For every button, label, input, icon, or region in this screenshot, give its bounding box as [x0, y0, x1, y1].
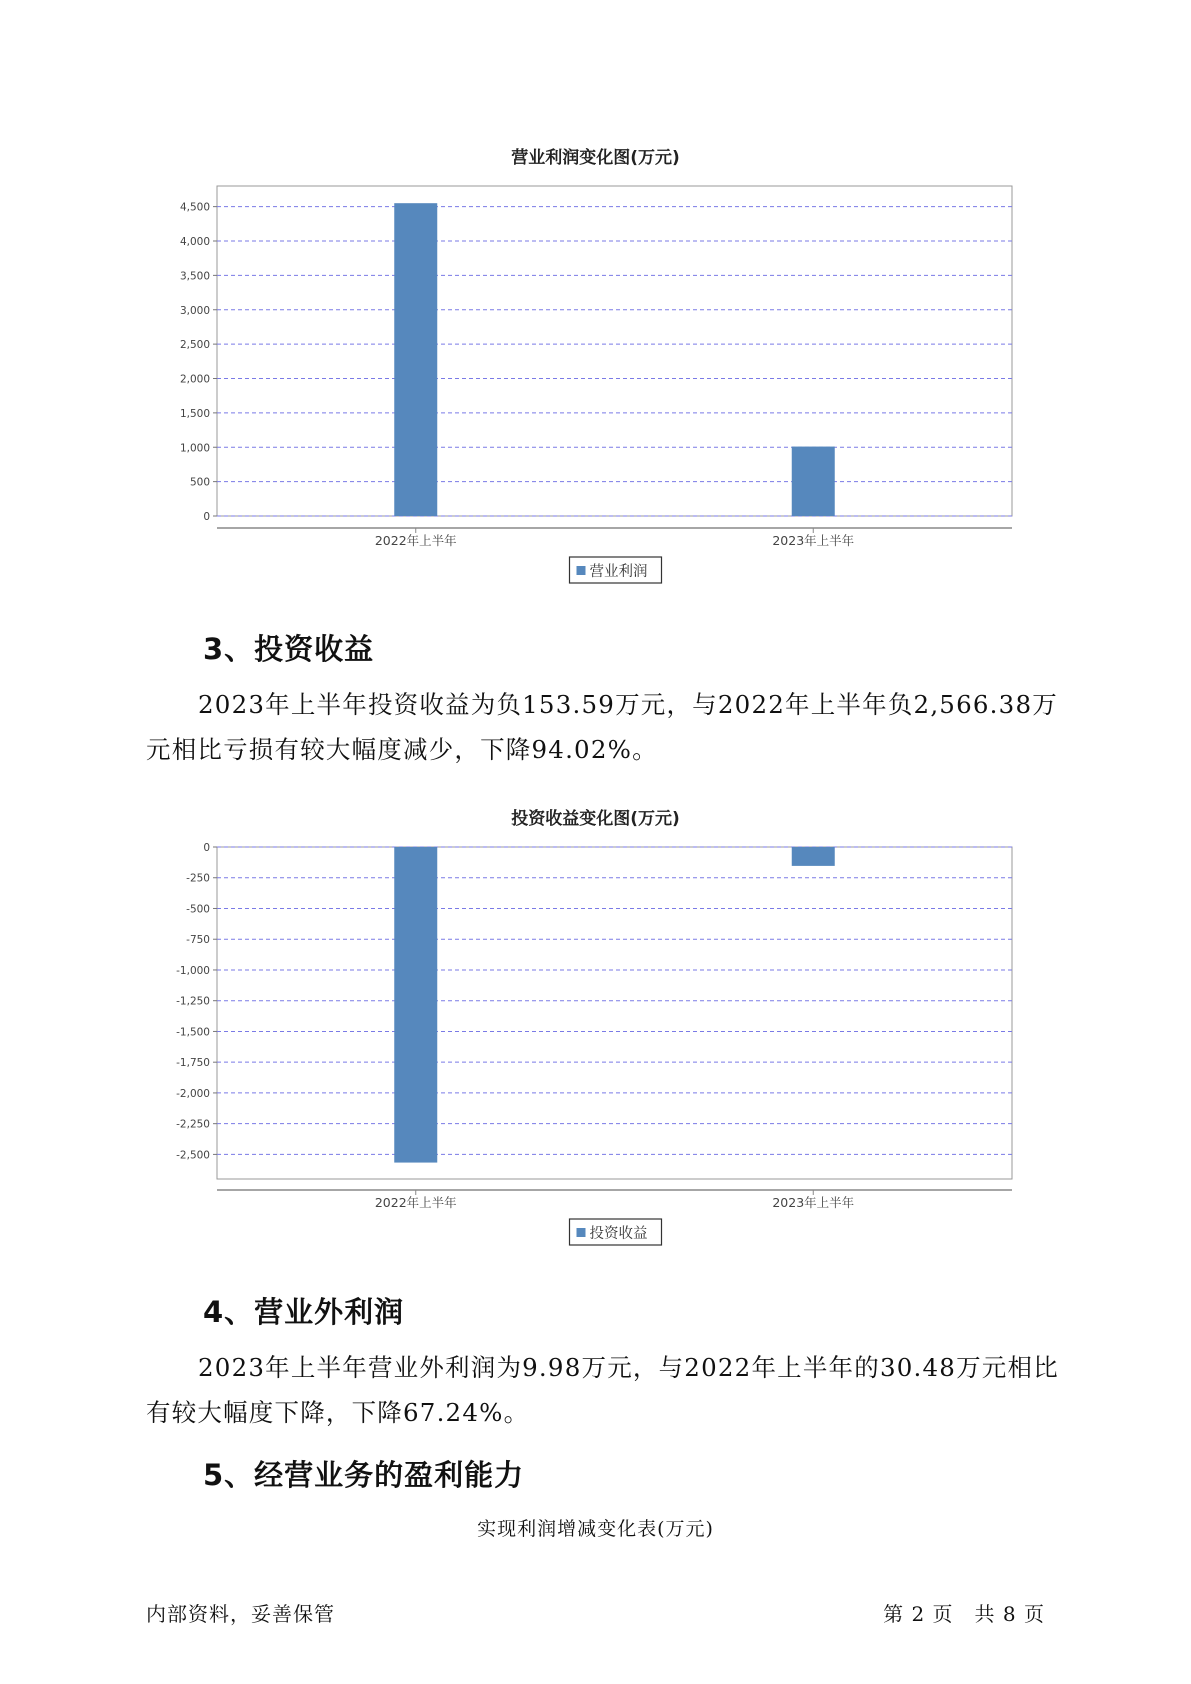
y-tick-label: 0 [203, 511, 210, 523]
y-tick-label: -2,500 [176, 1149, 210, 1162]
y-tick-label: 4,500 [179, 201, 210, 214]
y-tick-label: 1,500 [179, 407, 210, 420]
legend-swatch [577, 1228, 586, 1237]
footer-page-number: 第 2 页 共 8 页 [883, 1602, 1045, 1626]
legend-label: 投资收益 [589, 1226, 648, 1242]
y-tick-label: -1,500 [176, 1026, 210, 1039]
y-tick-label: 3,500 [179, 270, 210, 283]
y-tick-label: -1,750 [176, 1057, 210, 1070]
y-tick-label: -2,000 [176, 1087, 210, 1100]
y-tick-label: -250 [186, 872, 210, 885]
y-tick-label: 3,000 [179, 304, 210, 317]
plot-area [217, 847, 1012, 1179]
x-tick-label: 2023年上半年 [772, 1195, 855, 1210]
y-tick-label: -2,250 [176, 1118, 210, 1131]
section-3-paragraph: 2023年上半年投资收益为负153.59万元，与2022年上半年负2,566.38万元相比亏损有较大幅度减少，下降94.02%。 [146, 690, 1058, 764]
y-tick-label: -1,250 [176, 995, 210, 1008]
table-caption: 实现利润增减变化表(万元) [477, 1518, 714, 1540]
y-tick-label: -750 [186, 934, 210, 947]
y-tick-label: 0 [203, 842, 210, 854]
section-4-heading: 4、营业外利润 [203, 1295, 405, 1329]
section-5-heading: 5、经营业务的盈利能力 [203, 1458, 525, 1492]
y-tick-label: 500 [189, 476, 210, 489]
section-4-paragraph: 2023年上半年营业外利润为9.98万元，与2022年上半年的30.48万元相比有较大幅度下降，下降67.24%。 [146, 1353, 1059, 1427]
y-tick-label: 4,000 [179, 236, 210, 248]
chart2-title: 投资收益变化图(万元) [511, 809, 680, 829]
y-tick-label: -1,000 [176, 964, 210, 977]
y-tick-label: 2,000 [179, 373, 210, 386]
bar-2 [792, 847, 835, 866]
footer-confidential-note: 内部资料，妥善保管 [146, 1602, 335, 1626]
x-tick-label: 2022年上半年 [374, 533, 457, 548]
x-tick-label: 2023年上半年 [772, 533, 855, 548]
bar-1 [394, 847, 437, 1163]
x-tick-label: 2022年上半年 [374, 1195, 457, 1210]
chart1-title: 营业利润变化图(万元) [511, 148, 680, 168]
legend-label: 营业利润 [589, 564, 648, 580]
y-tick-label: -500 [186, 903, 210, 916]
y-tick-label: 2,500 [179, 339, 210, 352]
y-tick-label: 1,000 [179, 442, 210, 455]
section-3-heading: 3、投资收益 [203, 632, 375, 666]
